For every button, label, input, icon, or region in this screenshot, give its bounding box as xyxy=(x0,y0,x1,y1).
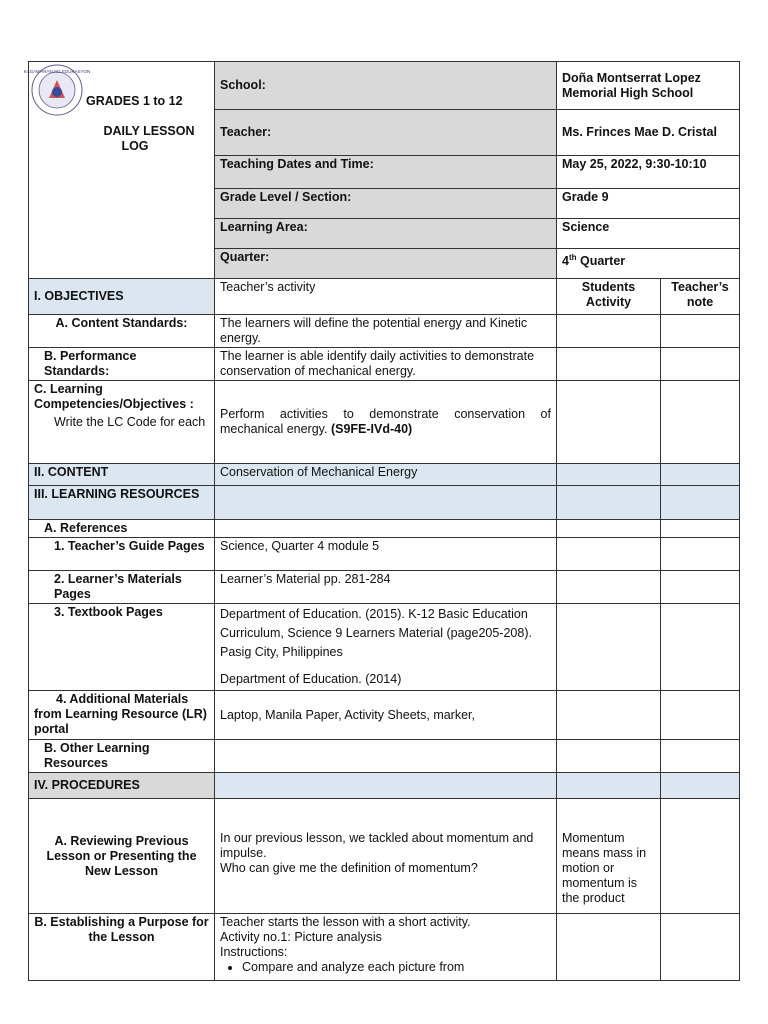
proc-b-bullet-1: • Compare and analyze each picture from xyxy=(242,960,551,975)
performance-standards-label: B. Performance Standards: xyxy=(29,348,215,381)
resources-title-c3 xyxy=(557,486,661,520)
teacher-label: Teacher: xyxy=(215,110,557,156)
dates-value: May 25, 2022, 9:30-10:10 xyxy=(557,156,740,189)
add-label: 4. Additional Materials from Learning Resource (LR) portal xyxy=(29,691,215,740)
lm-c3 xyxy=(557,571,661,604)
other-c4 xyxy=(661,740,740,773)
procedures-c2 xyxy=(215,773,557,799)
teacher-value: Ms. Frinces Mae D. Cristal xyxy=(557,110,740,156)
other-label: B. Other Learning Resources xyxy=(29,740,215,773)
tb-c4 xyxy=(661,604,740,691)
competencies-student xyxy=(557,381,661,464)
lm-label: 2. Learner’s Materials Pages xyxy=(29,571,215,604)
lm-c4 xyxy=(661,571,740,604)
proc-b-bullets xyxy=(220,960,551,975)
tg-c4 xyxy=(661,538,740,571)
tg-value: Science, Quarter 4 module 5 xyxy=(215,538,557,571)
competencies-sub: Write the LC Code for each xyxy=(54,415,206,429)
proc-b-student xyxy=(557,914,661,981)
proc-b-value-1: Teacher starts the lesson with a short activity. xyxy=(220,915,471,929)
performance-standards-student xyxy=(557,348,661,381)
resources-title: III. LEARNING RESOURCES xyxy=(29,486,215,520)
tb-value-1: Department of Education. (2015). K-12 Basic Education Curriculum, Science 9 Learners Material (page205-208). Pasig City, Philippines xyxy=(220,607,532,659)
proc-a-value-cell xyxy=(215,799,557,914)
school-label: School: xyxy=(215,62,557,110)
grade-value: Grade 9 xyxy=(557,189,740,219)
content-title: II. CONTENT xyxy=(29,464,215,486)
procedures-c4 xyxy=(661,773,740,799)
proc-b-value-3: Instructions: xyxy=(220,945,288,959)
competencies-code: (S9FE-IVd-40) xyxy=(330,422,413,436)
references-c4 xyxy=(661,520,740,538)
competencies-label: C. Learning Competencies/Objectives : xyxy=(34,382,194,411)
performance-standards-value: The learner is able identify daily activities to demonstrate conservation of mechanical energy. xyxy=(215,348,557,381)
proc-b-value-cell xyxy=(215,914,557,981)
log-title-line1: DAILY LESSON xyxy=(103,124,195,138)
daily-lesson-log-table xyxy=(23,61,740,981)
performance-standards-note xyxy=(661,348,740,381)
proc-a-label: A. Reviewing Previous Lesson or Presenting the New Lesson xyxy=(29,799,215,914)
add-c3 xyxy=(557,691,661,740)
area-label: Learning Area: xyxy=(215,219,557,249)
header-logo-cell xyxy=(23,62,215,279)
tg-label: 1. Teacher’s Guide Pages xyxy=(29,538,215,571)
deped-seal-icon xyxy=(23,64,91,116)
competencies-label-cell xyxy=(29,381,215,464)
proc-a-value-1: In our previous lesson, we tackled about momentum and impulse. xyxy=(220,831,534,860)
proc-b-label: B. Establishing a Purpose for the Lesson xyxy=(29,914,215,981)
references-label: A. References xyxy=(29,520,215,538)
competencies-value-cell xyxy=(215,381,557,464)
content-student xyxy=(557,464,661,486)
content-standards-label: A. Content Standards: xyxy=(29,315,215,348)
log-title-line2: LOG xyxy=(121,139,149,153)
grade-label: Grade Level / Section: xyxy=(215,189,557,219)
proc-a-value-2: Who can give me the definition of momentum? xyxy=(220,861,478,875)
resources-title-c4 xyxy=(661,486,740,520)
tg-c3 xyxy=(557,538,661,571)
objectives-title: I. OBJECTIVES xyxy=(29,279,215,315)
content-standards-note xyxy=(661,315,740,348)
proc-a-student: Momentum means mass in motion or momentum is the product xyxy=(557,799,661,914)
quarter-label: Quarter: xyxy=(215,249,557,279)
quarter-value: 4th Quarter xyxy=(557,249,740,279)
resources-title-c2 xyxy=(215,486,557,520)
other-c3 xyxy=(557,740,661,773)
add-value: Laptop, Manila Paper, Activity Sheets, marker, xyxy=(215,691,557,740)
references-c3 xyxy=(557,520,661,538)
log-title xyxy=(89,124,209,154)
lm-value: Learner’s Material pp. 281-284 xyxy=(215,571,557,604)
students-activity-header: Students Activity xyxy=(557,279,661,315)
proc-b-note xyxy=(661,914,740,981)
area-value: Science xyxy=(557,219,740,249)
teacher-activity-header: Teacher’s activity xyxy=(215,279,557,315)
competencies-note xyxy=(661,381,740,464)
procedures-title: IV. PROCEDURES xyxy=(29,773,215,799)
content-standards-student xyxy=(557,315,661,348)
tb-label: 3. Textbook Pages xyxy=(29,604,215,691)
content-note xyxy=(661,464,740,486)
procedures-c3 xyxy=(557,773,661,799)
grades-label: GRADES 1 to 12 xyxy=(86,94,183,108)
dates-label: Teaching Dates and Time: xyxy=(215,156,557,189)
tb-c3 xyxy=(557,604,661,691)
teachers-note-header: Teacher’s note xyxy=(661,279,740,315)
tb-value-2: Department of Education. (2014) xyxy=(220,672,402,686)
proc-a-note xyxy=(661,799,740,914)
other-c2 xyxy=(215,740,557,773)
proc-b-value-2: Activity no.1: Picture analysis xyxy=(220,930,382,944)
seal-text: KAGAWARAN NG EDUKASYON xyxy=(23,69,91,74)
content-value: Conservation of Mechanical Energy xyxy=(215,464,557,486)
references-c2 xyxy=(215,520,557,538)
add-c4 xyxy=(661,691,740,740)
tb-value-cell xyxy=(215,604,557,691)
school-value: Doña Montserrat Lopez Memorial High School xyxy=(557,62,740,110)
competencies-value: Perform activities to demonstrate conservation of mechanical energy. xyxy=(220,407,551,436)
content-standards-value: The learners will define the potential energy and Kinetic energy. xyxy=(215,315,557,348)
